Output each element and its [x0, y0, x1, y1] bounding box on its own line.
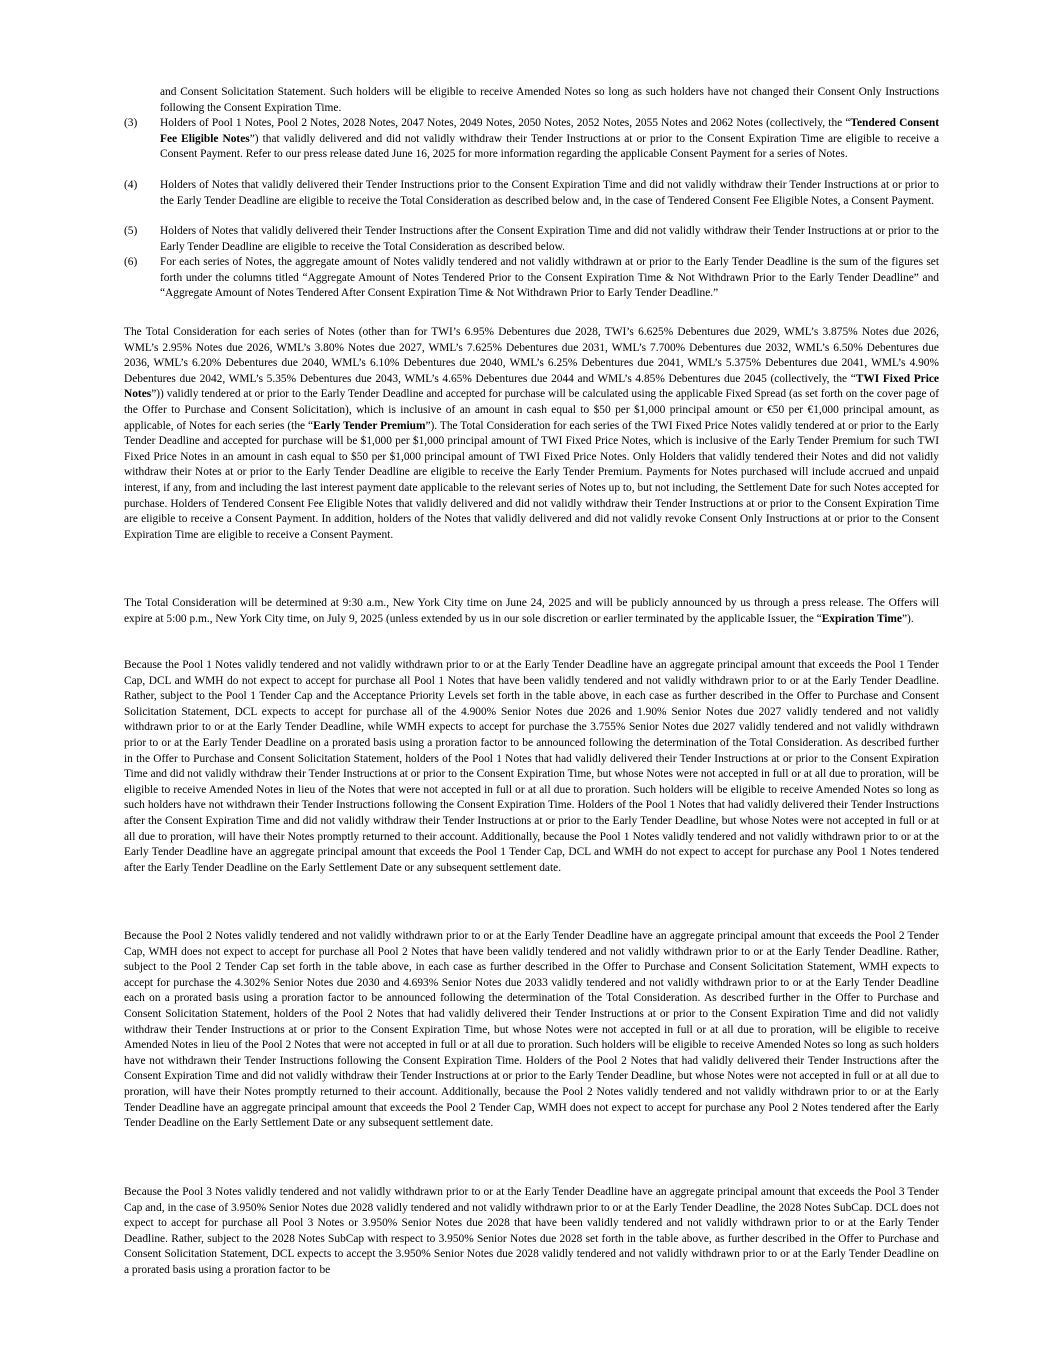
- paragraph-pool-1: Because the Pool 1 Notes validly tendered and not validly withdrawn prior to or at the Early Tender Deadline have an aggregate principal amount that exceeds the Pool 1 Tender Cap, DCL and WMH do not expect to accept for purchase all Pool 1 Notes that have been validly tendered and not validly withdrawn prior to or at the Early Tender Deadline. Rather, subject to the Pool 1 Tender Cap and the Acceptance Priority Levels set forth in the table above, in each case as further described in the Offer to Purchase and Consent Solicitation Statement, DCL expects to accept for purchase all of the 4.900% Senior Notes due 2026 and 1.90% Senior Notes due 2027 validly tendered and not validly withdrawn prior to or at the Early Tender Deadline, while WMH expects to accept for purchase the 3.755% Senior Notes due 2027 validly tendered and not validly withdrawn prior to or at the Early Tender Deadline on a prorated basis using a proration factor to be announced following the determination of the Total Consideration. As described further in the Offer to Purchase and Consent Solicitation Statement, holders of the Pool 1 Notes that had validly delivered their Tender Instructions at or prior to the Consent Expiration Time and did not validly withdraw their Tender Instructions at or prior to the Consent Expiration Time, but whose Notes were not accepted in full or at all due to proration, will be eligible to receive Amended Notes in lieu of the Notes that were not accepted in full or at all due to proration. Such holders will be eligible to receive Amended Notes so long as such holders have not withdrawn their Tender Instructions following the Consent Expiration Time. Holders of the Pool 1 Notes that had validly delivered their Tender Instructions after the Consent Expiration Time and did not validly withdraw their Tender Instructions at or prior to the Early Tender Deadline, but whose Notes were not accepted in full or at all due to proration, will have their Notes promptly returned to their account. Additionally, because the Pool 1 Notes validly tendered and not validly withdrawn prior to or at the Early Tender Deadline have an aggregate principal amount that exceeds the Pool 1 Tender Cap, DCL and WMH do not expect to accept for purchase any Pool 1 Notes tendered after the Early Tender Deadline on the Early Settlement Date or any subsequent settlement date.: [124, 659, 939, 874]
- footnote-6: [124, 255, 939, 302]
- footnote-continuation: [160, 85, 939, 116]
- footnote-text: Holders of Notes that validly delivered their Tender Instructions prior to the Consent Expiration Time and did not validly withdraw their Tender Instructions at or prior to the Early Tender Deadline are eligible to receive the Total Consideration as described below and, in the case of Tendered Consent Fee Eligible Notes, a Consent Payment.: [160, 179, 939, 207]
- footnote-text: For each series of Notes, the aggregate amount of Notes validly tendered and not validly withdrawn at or prior to the Early Tender Deadline is the sum of the figures set forth under the columns titled “Aggregate Amount of Notes Tendered Prior to the Consent Expiration Time & Not Withdrawn Prior to the Early Tender Deadline” and “Aggregate Amount of Notes Tendered After Consent Expiration Time & Not Withdrawn Prior to Early Tender Deadline.”: [160, 256, 939, 300]
- footnote-continuation-text: and Consent Solicitation Statement. Such holders will be eligible to receive Amended Notes so long as such holders have not changed their Consent Only Instructions following the Consent Expiration Time.: [160, 86, 939, 114]
- footnote-text: Holders of Pool 1 Notes, Pool 2 Notes, 2028 Notes, 2047 Notes, 2049 Notes, 2050 Notes, 2052 Notes, 2055 Notes and 2062 Notes (collectively, the “Tendered Consent Fee Eligible Notes”) that validly delivered and did not validly withdraw their Tender Instructions at or prior to the Consent Expiration Time are eligible to receive a Consent Payment. Refer to our press release dated June 16, 2025 for more information regarding the applicable Consent Payment for a series of Notes.: [160, 117, 939, 161]
- defined-term: Early Tender Premium: [313, 419, 426, 432]
- footnote-number: (3): [124, 117, 138, 129]
- defined-term: Expiration Time: [821, 612, 902, 625]
- footnote-number: (5): [124, 225, 138, 237]
- defined-term: Tendered Consent Fee Eligible Notes: [160, 117, 939, 145]
- paragraph-expiration-time: The Total Consideration will be determined at 9:30 a.m., New York City time on June 24, 2025 and will be publicly announced by us through a press release. The Offers will expire at 5:00 p.m., New York City time, on July 9, 2025 (unless extended by us in our sole discretion or earlier terminated by the applicable Issuer, the “Expiration Time”).: [124, 597, 939, 625]
- footnote-5: [124, 224, 939, 255]
- footnote-3: [124, 116, 939, 163]
- paragraph-total-consideration: The Total Consideration for each series of Notes (other than for TWI’s 6.95% Debentures due 2028, TWI’s 6.625% Debentures due 2029, WML’s 3.875% Notes due 2026, WML’s 2.95% Notes due 2026, WML’s 3.80% Notes due 2027, WML’s 7.625% Debentures due 2031, WML’s 7.700% Debentures due 2032, WML’s 6.50% Debentures due 2036, WML’s 6.20% Debentures due 2040, WML’s 6.10% Debentures due 2040, WML’s 6.25% Debentures due 2041, WML’s 5.375% Debentures due 2041, WML’s 4.90% Debentures due 2042, WML’s 5.35% Debentures due 2043, WML’s 4.65% Debentures due 2044 and WML’s 4.85% Debentures due 2045 (collectively, the “TWI Fixed Price Notes”)) validly tendered at or prior to the Early Tender Deadline and accepted for purchase will be calculated using the applicable Fixed Spread (as set forth on the cover page of the Offer to Purchase and Consent Solicitation), which is inclusive of an amount in cash equal to $50 per $1,000 principal amount or €50 per €1,000 principal amount, as applicable, of Notes for each series (the “Early Tender Premium”). The Total Consideration for each series of the TWI Fixed Price Notes validly tendered at or prior to the Early Tender Deadline and accepted for purchase will be $1,000 per $1,000 principal amount of TWI Fixed Price Notes, which is inclusive of the Early Tender Premium for such TWI Fixed Price Notes in an amount in cash equal to $50 per $1,000 principal amount of TWI Fixed Price Notes. Only Holders that validly tendered their Notes and did not validly withdraw their Notes at or prior to the Early Tender Deadline are eligible to receive the Early Tender Premium. Payments for Notes purchased will include accrued and unpaid interest, if any, from and including the last interest payment date applicable to the relevant series of Notes up to, but not including, the Settlement Date for such Notes accepted for purchase. Holders of Tendered Consent Fee Eligible Notes that validly delivered and did not validly withdraw their Tender Instructions at or prior to the Consent Expiration Time are eligible to receive a Consent Payment. In addition, holders of the Notes that validly delivered and did not validly revoke Consent Only Instructions at or prior to the Consent Expiration Time are eligible to receive a Consent Payment.: [124, 326, 939, 541]
- footnote-number: (6): [124, 256, 138, 268]
- defined-term: TWI Fixed Price Notes: [124, 372, 939, 401]
- paragraph-pool-2: Because the Pool 2 Notes validly tendered and not validly withdrawn prior to or at the Early Tender Deadline have an aggregate principal amount that exceeds the Pool 2 Tender Cap, WMH does not expect to accept for purchase all Pool 2 Notes that have been validly tendered and not validly withdrawn prior to or at the Early Tender Deadline. Rather, subject to the Pool 2 Tender Cap set forth in the table above, in each case as further described in the Offer to Purchase and Consent Solicitation Statement, WMH expects to accept for purchase the 4.302% Senior Notes due 2030 and 4.693% Senior Notes due 2033 validly tendered and not validly withdrawn prior to or at the Early Tender Deadline each on a prorated basis using a proration factor to be announced following the determination of the Total Consideration. As described further in the Offer to Purchase and Consent Solicitation Statement, holders of the Pool 2 Notes that had validly delivered their Tender Instructions at or prior to the Consent Expiration Time and did not validly withdraw their Tender Instructions at or prior to the Consent Expiration Time, but whose Notes were not accepted in full or at all due to proration, will be eligible to receive Amended Notes in lieu of the Pool 2 Notes that were not accepted in full or at all due to proration. Such holders will be eligible to receive Amended Notes so long as such holders have not withdrawn their Tender Instructions following the Consent Expiration Time. Holders of the Pool 2 Notes that had validly delivered their Tender Instructions after the Consent Expiration Time and did not validly withdraw their Tender Instructions at or prior to the Early Tender Deadline, but whose Notes were not accepted in full or at all due to proration, will have their Notes promptly returned to their account. Additionally, because the Pool 2 Notes validly tendered and not validly withdrawn prior to or at the Early Tender Deadline have an aggregate principal amount that exceeds the Pool 2 Tender Cap, WMH does not expect to accept for purchase any Pool 2 Notes tendered after the Early Tender Deadline on the Early Settlement Date or any subsequent settlement date.: [124, 930, 939, 1130]
- paragraph-pool-3: Because the Pool 3 Notes validly tendered and not validly withdrawn prior to or at the Early Tender Deadline have an aggregate principal amount that exceeds the Pool 3 Tender Cap and, in the case of 3.950% Senior Notes due 2028 validly tendered and not validly withdrawn prior to or at the Early Tender Deadline, the 2028 Notes SubCap. DCL does not expect to accept for purchase all Pool 3 Notes or 3.950% Senior Notes due 2028 that have been validly tendered and not validly withdrawn prior to or at the Early Tender Deadline. Rather, subject to the 2028 Notes SubCap with respect to 3.950% Senior Notes due 2028 set forth in the table above, as further described in the Offer to Purchase and Consent Solicitation Statement, DCL expects to accept the 3.950% Senior Notes due 2028 validly tendered and not validly withdrawn prior to or at the Early Tender Deadline on a prorated basis using a proration factor to be: [124, 1186, 939, 1276]
- footnote-text: Holders of Notes that validly delivered their Tender Instructions after the Consent Expiration Time and did not validly withdraw their Tender Instructions at or prior to the Early Tender Deadline are eligible to receive the Total Consideration as described below.: [160, 225, 939, 253]
- footnote-4: [124, 178, 939, 209]
- footnote-number: (4): [124, 179, 138, 191]
